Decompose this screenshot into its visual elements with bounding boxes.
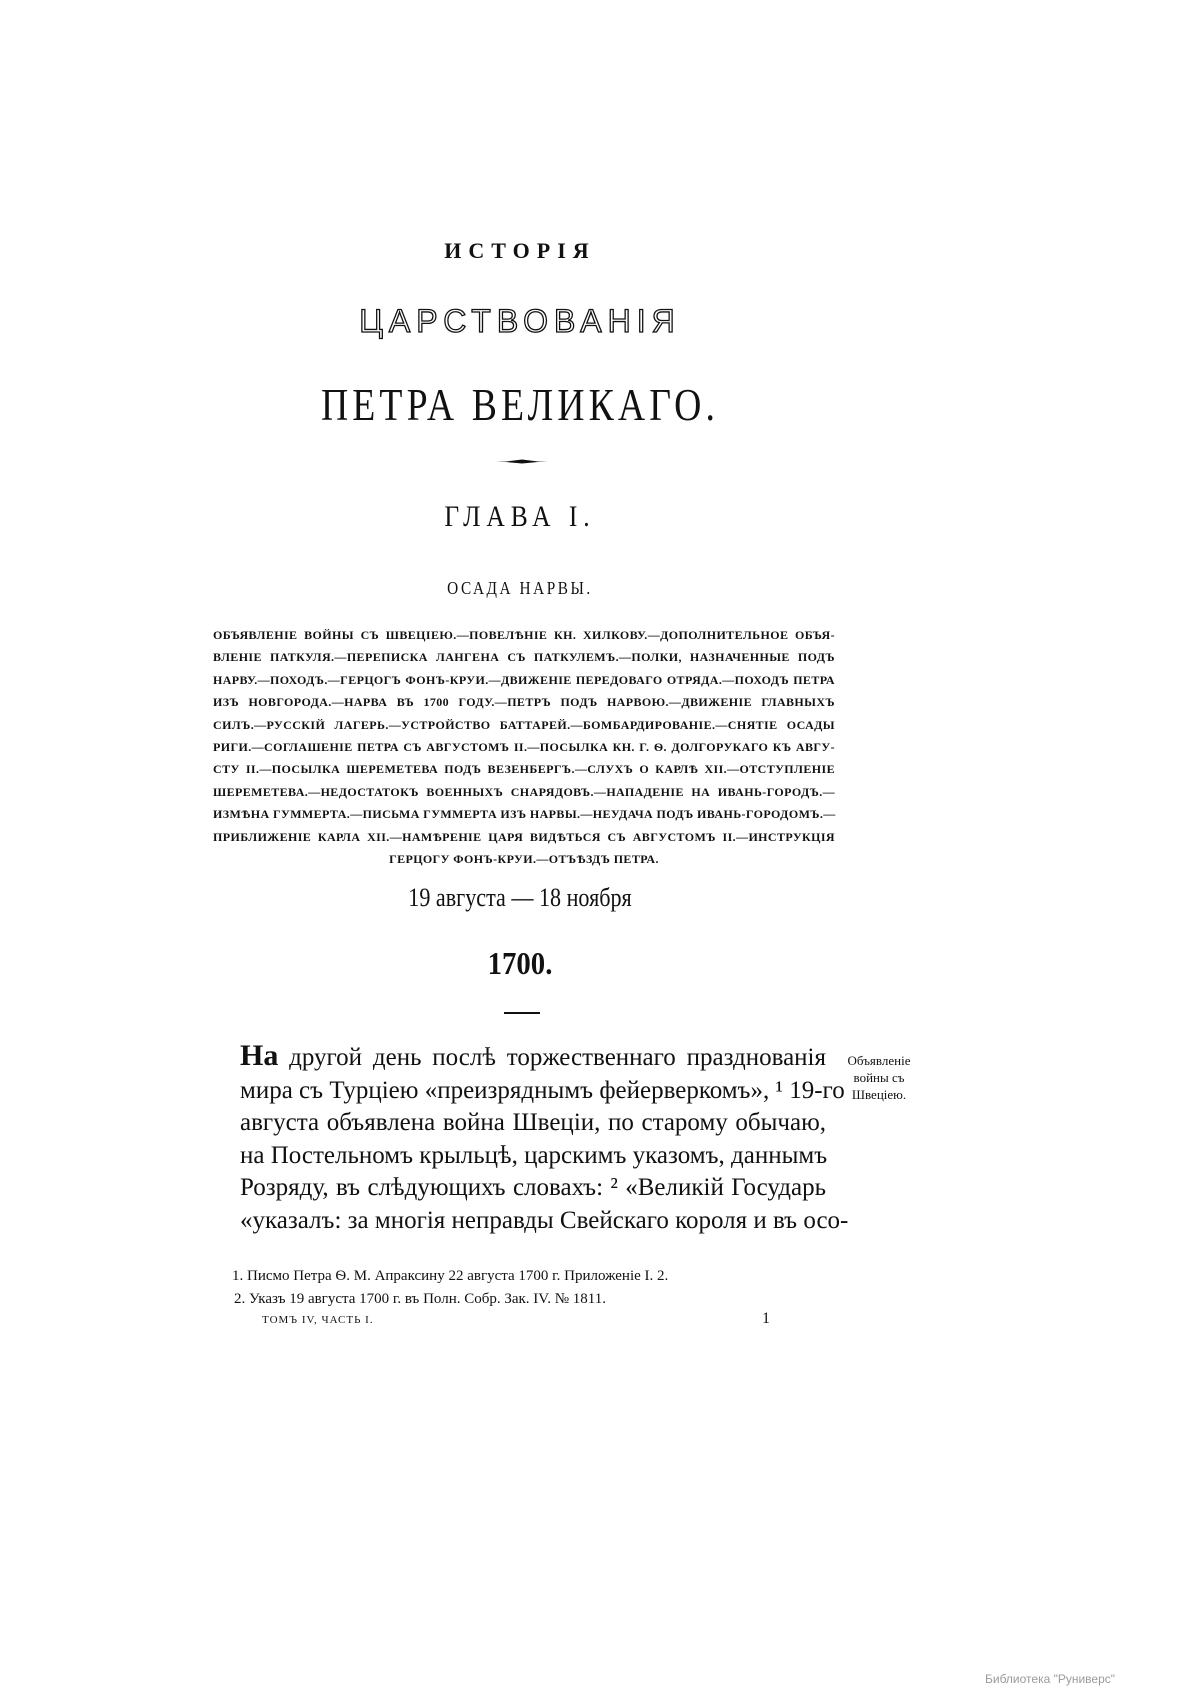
initial-letters: На [240, 1039, 279, 1072]
year-heading: 1700. [487, 945, 553, 981]
margin-note [833, 1052, 925, 1103]
title-line-2: ЦАРСТВОВАНІЯ [359, 303, 681, 339]
footnotes [232, 1265, 668, 1311]
margin-note-line: войны съ [853, 1070, 905, 1085]
chapter-label: ГЛАВА I. [444, 500, 596, 533]
summary-line: ИЗЪ НОВГОРОДА.—НАРВА ВЪ 1700 ГОДУ.—ПЕТРЪ ПОДЪ НАРВОЮ.—ДВИЖЕНІЕ ГЛАВНЫХЪ [213, 695, 835, 710]
body-line: «указалъ: за многія неправды Свейскаго короля и въ осо- [240, 1206, 849, 1234]
footnote: 2. Указъ 19 августа 1700 г. въ Полн. Собр. Зак. IV. № 1811. [234, 1291, 606, 1307]
body-line: на Постельномъ крыльцѣ, царскимъ указомъ, даннымъ [240, 1141, 828, 1169]
volume-signature: ТОМЪ IV, ЧАСТЬ I. [262, 1314, 374, 1326]
body-paragraph [240, 1039, 849, 1237]
summary-line: СИЛЪ.—РУССКІЙ ЛАГЕРЬ.—УСТРОЙСТВО БАТТАРЕЙ.—БОМБАРДИРОВАНІЕ.—СНЯТІЕ ОСАДЫ [213, 717, 835, 732]
summary-line: НАРВУ.—ПОХОДЪ.—ГЕРЦОГЪ ФОНЪ-КРУИ.—ДВИЖЕНІЕ ПЕРЕДОВАГО ОТРЯДА.—ПОХОДЪ ПЕТРА [213, 672, 835, 687]
body-line [240, 1040, 826, 1075]
summary-line: ВЛЕНІЕ ПАТКУЛЯ.—ПЕРЕПИСКА ЛАНГЕНА СЪ ПАТКУЛЕМЪ.—ПОЛКИ, НАЗНАЧЕННЫЕ ПОДЪ [213, 650, 835, 665]
page-number: 1 [762, 1310, 770, 1327]
chapter-summary [213, 624, 835, 870]
summary-line: ГЕРЦОГУ ФОНЪ-КРУИ.—ОТЪѢЗДЪ ПЕТРА. [389, 852, 659, 867]
body-line-text: другой день послѣ торжественнаго празднованія [278, 1044, 826, 1071]
summary-line: ПРИБЛИЖЕНІЕ КАРЛА XII.—НАМѢРЕНІЕ ЦАРЯ ВИДѢТЬСЯ СЪ АВГУСТОМЪ II.—ИНСТРУКЦІЯ [213, 829, 835, 844]
footnote: 1. Писмо Петра Ѳ. М. Апраксину 22 августа 1700 г. Приложеніе I. 2. [232, 1268, 669, 1284]
date-range: 19 августа — 18 ноября [408, 883, 632, 912]
summary-line: ОБЪЯВЛЕНІЕ ВОЙНЫ СЪ ШВЕЦІЕЮ.—ПОВЕЛѢНІЕ КН. ХИЛКОВУ.—ДОПОЛНИТЕЛЬНОЕ ОБЪЯ- [213, 628, 835, 642]
body-line: августа объявлена война Швеціи, по старому обычаю, [240, 1109, 826, 1136]
chapter-name: ОСАДА НАРВЫ. [447, 578, 593, 598]
library-watermark: Библиотека "Руниверс" [985, 1672, 1116, 1686]
margin-note-line: Объявленіе [847, 1053, 911, 1068]
rule-divider [504, 1012, 540, 1014]
ornament-divider [496, 459, 548, 464]
margin-note-line: Швеціею. [851, 1087, 907, 1102]
summary-line: ИЗМѢНА ГУММЕРТА.—ПИСЬМА ГУММЕРТА ИЗЪ НАРВЫ.—НЕУДАЧА ПОДЪ ИВАНЬ-ГОРОДОМЪ.— [213, 807, 836, 822]
title-line-1: ИСТОРІЯ [444, 238, 596, 263]
summary-line: РИГИ.—СОГЛАШЕНІЕ ПЕТРА СЪ АВГУСТОМЪ II.—ПОСЫЛКА КН. Г. Ѳ. ДОЛГОРУКАГО КЪ АВГУ- [213, 740, 835, 755]
summary-line: СТУ II.—ПОСЫЛКА ШЕРЕМЕТЕВА ПОДЪ ВЕЗЕНБЕРГЪ.—СЛУХЪ О КАРЛѢ XII.—ОТСТУПЛЕНІЕ [213, 762, 835, 777]
summary-line: ШЕРЕМЕТЕВА.—НЕДОСТАТОКЪ ВОЕННЫХЪ СНАРЯДОВЪ.—НАПАДЕНІЕ НА ИВАНЬ-ГОРОДЪ.— [213, 784, 835, 799]
title-line-3: ПЕТРА ВЕЛИКАГО. [320, 379, 720, 430]
body-line: Розряду, въ слѣдующихъ словахъ: ² «Великій Государь [240, 1174, 826, 1201]
body-line: мира съ Турціею «преизряднымъ фейерверкомъ», ¹ 19-го [240, 1076, 845, 1104]
